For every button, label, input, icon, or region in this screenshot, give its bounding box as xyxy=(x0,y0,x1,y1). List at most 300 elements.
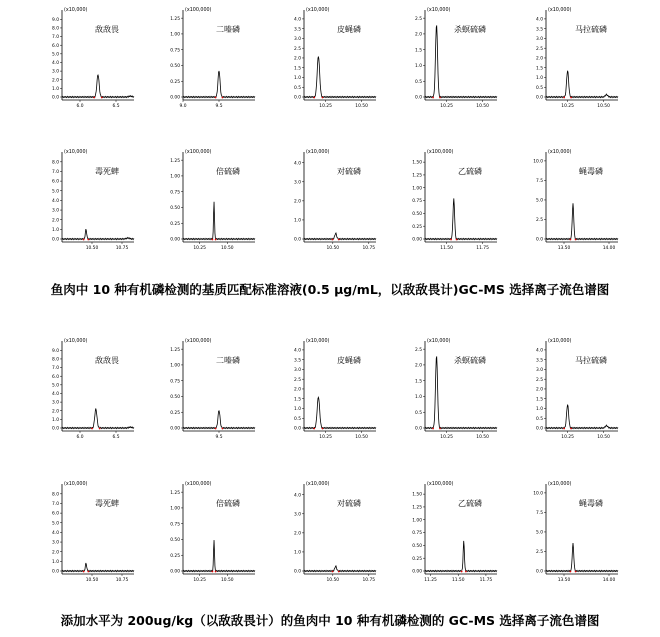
chromatogram-trace xyxy=(304,57,376,98)
y-tick-label: 0.50 xyxy=(170,206,180,212)
y-tick-label: 2.0 xyxy=(52,550,59,556)
x-tick-label: 11.50 xyxy=(451,578,465,583)
y-tick-label: 7.0 xyxy=(52,170,59,176)
x-tick-label: 10.25 xyxy=(561,435,574,440)
y-tick-label: 5.0 xyxy=(536,530,543,536)
x-tick-label: 10.50 xyxy=(326,246,340,251)
compound-label: 乙硫磷 xyxy=(458,167,482,176)
chromatogram-trace xyxy=(62,75,134,98)
x-tick-label: 10.50 xyxy=(221,246,234,251)
y-tick-label: 0.00 xyxy=(170,569,180,575)
y-tick-label: 1.0 xyxy=(415,395,422,401)
y-tick-label: 0.5 xyxy=(536,416,543,422)
y-tick-label: 8.0 xyxy=(52,160,59,166)
integration-mark xyxy=(570,571,572,573)
x-tick-label: 10.50 xyxy=(355,435,368,440)
chromatogram-panel xyxy=(415,338,497,440)
y-tick-label: 0.5 xyxy=(294,85,301,91)
integration-mark xyxy=(215,97,217,99)
integration-mark xyxy=(313,428,315,430)
y-tick-label: 1.00 xyxy=(170,32,180,38)
chromatogram-trace xyxy=(546,405,618,429)
y-tick-label: 0.50 xyxy=(170,395,180,401)
chromatogram-trace xyxy=(62,563,134,572)
integration-mark xyxy=(222,428,224,430)
y-tick-label: 0.50 xyxy=(412,211,422,217)
y-tick-label: 2.0 xyxy=(294,56,301,62)
y-tick-label: 0.00 xyxy=(412,237,422,243)
x-tick-label: 6.5 xyxy=(112,104,120,109)
y-tick-label: 3.5 xyxy=(536,27,543,33)
x-tick-label: 10.50 xyxy=(221,578,234,583)
chromatogram-panel xyxy=(52,338,134,440)
y-tick-label: 4.0 xyxy=(52,392,59,398)
chromatogram-trace xyxy=(62,229,134,240)
chromatogram-panel xyxy=(294,481,376,583)
compound-label: 毒死蜱 xyxy=(95,167,119,176)
y-multiplier-label: (x10,000) xyxy=(64,150,88,155)
integration-mark xyxy=(222,97,224,99)
y-tick-label: 3.0 xyxy=(52,208,59,214)
y-tick-label: 5.0 xyxy=(52,383,59,389)
y-tick-label: 4.0 xyxy=(294,493,301,499)
x-tick-label: 9.5 xyxy=(215,104,223,109)
compound-label: 皮蝇磷 xyxy=(337,356,361,365)
x-tick-label: 10.50 xyxy=(355,104,368,109)
chromatogram-panel xyxy=(412,149,497,251)
y-tick-label: 3.0 xyxy=(52,400,59,406)
y-tick-label: 2.0 xyxy=(52,409,59,415)
y-tick-label: 1.5 xyxy=(536,397,543,403)
integration-mark xyxy=(87,239,89,241)
y-tick-label: 1.0 xyxy=(415,64,422,70)
y-tick-label: 3.5 xyxy=(536,358,543,364)
chromatogram-panel xyxy=(170,149,255,251)
y-tick-label: 7.0 xyxy=(52,366,59,372)
y-tick-label: 0.25 xyxy=(170,410,180,416)
x-tick-label: 10.25 xyxy=(319,104,332,109)
chromatogram-panel xyxy=(533,481,618,583)
integration-mark xyxy=(575,239,577,241)
y-tick-label: 1.25 xyxy=(412,173,422,179)
y-tick-label: 4.0 xyxy=(294,17,301,23)
x-tick-label: 10.50 xyxy=(476,104,489,109)
integration-mark xyxy=(91,428,93,430)
chromatogram-panel xyxy=(533,149,618,251)
y-tick-label: 6.0 xyxy=(52,374,59,380)
compound-label: 二嗪磷 xyxy=(216,25,240,34)
y-tick-label: 1.25 xyxy=(412,505,422,511)
chromatogram-panel xyxy=(294,338,376,440)
y-tick-label: 2.5 xyxy=(536,377,543,383)
y-tick-label: 0.50 xyxy=(170,538,180,544)
y-tick-label: 1.00 xyxy=(170,174,180,180)
compound-label: 马拉硫磷 xyxy=(575,356,607,365)
compound-label: 对硫磷 xyxy=(337,167,361,176)
y-tick-label: 3.0 xyxy=(294,37,301,43)
y-tick-label: 5.0 xyxy=(52,521,59,527)
y-tick-label: 0.0 xyxy=(415,426,422,432)
y-tick-label: 2.0 xyxy=(415,363,422,369)
y-tick-label: 0.0 xyxy=(52,426,59,432)
y-tick-label: 0.0 xyxy=(536,95,543,101)
integration-mark xyxy=(575,571,577,573)
y-tick-label: 0.0 xyxy=(536,569,543,575)
y-tick-label: 3.5 xyxy=(294,27,301,33)
y-tick-label: 1.25 xyxy=(170,158,180,164)
integration-mark xyxy=(461,571,463,573)
y-tick-label: 1.0 xyxy=(52,417,59,423)
y-tick-label: 10.0 xyxy=(533,159,543,165)
chromatogram-trace xyxy=(62,408,134,428)
y-tick-label: 1.5 xyxy=(536,66,543,72)
chromatogram-trace xyxy=(304,397,376,428)
integration-mark xyxy=(456,239,458,241)
x-tick-label: 10.50 xyxy=(476,435,489,440)
compound-label: 二嗪磷 xyxy=(216,356,240,365)
y-tick-label: 1.0 xyxy=(294,76,301,82)
y-tick-label: 8.0 xyxy=(52,492,59,498)
x-tick-label: 10.75 xyxy=(115,246,129,251)
y-tick-label: 0.0 xyxy=(294,569,301,575)
x-tick-label: 10.75 xyxy=(362,246,376,251)
y-tick-label: 8.0 xyxy=(52,26,59,32)
chromatogram-panel xyxy=(294,149,376,251)
y-tick-label: 0.5 xyxy=(415,410,422,416)
y-tick-label: 3.0 xyxy=(52,69,59,75)
y-tick-label: 1.5 xyxy=(294,66,301,72)
x-tick-label: 13.50 xyxy=(557,578,571,583)
x-tick-label: 6.0 xyxy=(76,104,84,109)
compound-label: 倍硫磷 xyxy=(216,499,240,508)
chromatogram-trace xyxy=(546,71,618,98)
y-tick-label: 0.0 xyxy=(415,95,422,101)
x-tick-label: 11.50 xyxy=(440,246,453,251)
y-multiplier-label: (x10,000) xyxy=(548,8,572,13)
y-multiplier-label: (x10,000) xyxy=(427,8,451,13)
y-tick-label: 2.0 xyxy=(294,387,301,393)
chromatogram-trace xyxy=(183,202,255,240)
y-tick-label: 1.0 xyxy=(294,218,301,224)
y-tick-label: 3.5 xyxy=(294,358,301,364)
chromatogram-panel xyxy=(170,338,255,440)
integration-mark xyxy=(332,571,334,573)
compound-label: 杀螟硫磷 xyxy=(454,356,486,365)
y-multiplier-label: (x10,000) xyxy=(64,339,88,344)
chromatogram-trace xyxy=(425,356,497,428)
figure-caption-bottom: 添加水平为 200ug/kg（以敌敌畏计）的鱼肉中 10 种有机磷检测的 GC-MS 选择离子流色谱图 xyxy=(60,613,600,628)
compound-label: 皮蝇磷 xyxy=(337,25,361,34)
y-tick-label: 6.0 xyxy=(52,43,59,49)
y-tick-label: 2.5 xyxy=(294,46,301,52)
y-tick-label: 0.5 xyxy=(294,416,301,422)
y-multiplier-label: (x10,000) xyxy=(306,339,330,344)
x-tick-label: 10.75 xyxy=(362,578,376,583)
y-tick-label: 1.0 xyxy=(294,550,301,556)
integration-mark xyxy=(313,97,315,99)
chromatogram-trace xyxy=(304,233,376,240)
y-tick-label: 2.0 xyxy=(415,32,422,38)
figure-caption-top: 鱼肉中 10 种有机磷检测的基质匹配标准溶液(0.5 μg/mL，以敌敌畏计)GC-MS 选择离子流色谱图 xyxy=(50,282,610,297)
integration-mark xyxy=(101,97,103,99)
y-tick-label: 5.0 xyxy=(536,198,543,204)
y-tick-label: 1.50 xyxy=(412,160,422,166)
integration-mark xyxy=(338,239,340,241)
y-tick-label: 5.0 xyxy=(52,52,59,58)
y-multiplier-label: (x10,000) xyxy=(64,8,88,13)
x-tick-label: 9.5 xyxy=(215,435,223,440)
y-tick-label: 1.0 xyxy=(536,76,543,82)
y-tick-label: 1.5 xyxy=(415,379,422,385)
y-tick-label: 7.5 xyxy=(536,511,543,517)
y-tick-label: 1.0 xyxy=(52,559,59,565)
y-tick-label: 4.0 xyxy=(294,161,301,167)
compound-label: 毒死蜱 xyxy=(95,499,119,508)
y-tick-label: 9.0 xyxy=(52,17,59,23)
integration-mark xyxy=(212,239,214,241)
y-tick-label: 4.0 xyxy=(536,348,543,354)
x-tick-label: 10.50 xyxy=(326,578,340,583)
y-tick-label: 1.0 xyxy=(536,407,543,413)
y-tick-label: 0.75 xyxy=(170,48,180,54)
y-tick-label: 0.0 xyxy=(536,237,543,243)
chromatogram-trace xyxy=(425,198,497,239)
x-tick-label: 10.25 xyxy=(440,435,453,440)
y-tick-label: 2.5 xyxy=(536,218,543,224)
y-multiplier-label: (x100,000) xyxy=(185,150,212,155)
y-tick-label: 1.25 xyxy=(170,347,180,353)
y-tick-label: 6.0 xyxy=(52,511,59,517)
x-tick-label: 14.00 xyxy=(602,578,616,583)
x-tick-label: 11.75 xyxy=(476,246,489,251)
y-tick-label: 5.0 xyxy=(52,189,59,195)
y-tick-label: 3.0 xyxy=(52,540,59,546)
integration-mark xyxy=(450,239,452,241)
y-tick-label: 0.00 xyxy=(170,237,180,243)
y-tick-label: 1.25 xyxy=(170,490,180,496)
x-tick-label: 14.00 xyxy=(602,246,616,251)
y-tick-label: 2.5 xyxy=(415,16,422,22)
y-multiplier-label: (x10,000) xyxy=(548,150,572,155)
chromatogram-panel xyxy=(536,338,618,440)
x-tick-label: 10.25 xyxy=(319,435,332,440)
compound-label: 敌敌畏 xyxy=(95,356,119,365)
integration-mark xyxy=(212,571,214,573)
y-tick-label: 0.25 xyxy=(412,224,422,230)
chromatogram-panel xyxy=(170,7,255,109)
y-multiplier-label: (x100,000) xyxy=(185,482,212,487)
integration-mark xyxy=(570,428,572,430)
x-tick-label: 13.50 xyxy=(557,246,571,251)
y-tick-label: 4.0 xyxy=(536,17,543,23)
x-tick-label: 6.5 xyxy=(112,435,120,440)
integration-mark xyxy=(432,97,434,99)
y-tick-label: 10.0 xyxy=(533,491,543,497)
chromatogram-trace xyxy=(183,71,255,98)
y-tick-label: 1.00 xyxy=(170,506,180,512)
y-tick-label: 2.0 xyxy=(52,78,59,84)
integration-mark xyxy=(332,239,334,241)
chromatogram-panel xyxy=(52,7,134,109)
y-multiplier-label: (x10,000) xyxy=(64,482,88,487)
compound-label: 乙硫磷 xyxy=(458,499,482,508)
y-tick-label: 4.0 xyxy=(294,348,301,354)
integration-mark xyxy=(570,97,572,99)
compound-label: 蝇毒磷 xyxy=(579,167,603,176)
compound-label: 对硫磷 xyxy=(337,499,361,508)
y-tick-label: 0.50 xyxy=(170,64,180,70)
y-tick-label: 7.5 xyxy=(536,179,543,185)
y-tick-label: 2.5 xyxy=(415,347,422,353)
y-tick-label: 8.0 xyxy=(52,357,59,363)
integration-mark xyxy=(83,239,85,241)
chromatogram-trace xyxy=(183,540,255,572)
chromatogram-trace xyxy=(546,203,618,239)
y-tick-label: 6.0 xyxy=(52,179,59,185)
y-tick-label: 1.0 xyxy=(52,86,59,92)
x-tick-label: 9.0 xyxy=(179,104,187,109)
chromatogram-trace xyxy=(183,411,255,429)
x-tick-label: 11.75 xyxy=(479,578,493,583)
chromatogram-panel xyxy=(536,7,618,109)
y-tick-label: 9.0 xyxy=(52,348,59,354)
y-tick-label: 0.25 xyxy=(412,556,422,562)
y-tick-label: 2.0 xyxy=(294,531,301,537)
y-tick-label: 0.00 xyxy=(170,95,180,101)
y-tick-label: 3.0 xyxy=(294,180,301,186)
y-tick-label: 2.0 xyxy=(294,199,301,205)
y-multiplier-label: (x100,000) xyxy=(185,8,212,13)
integration-mark xyxy=(83,571,85,573)
integration-mark xyxy=(215,428,217,430)
chromatogram-panel xyxy=(415,7,497,109)
y-tick-label: 1.50 xyxy=(412,492,422,498)
chromatogram-trace xyxy=(425,541,497,572)
integration-mark xyxy=(563,97,565,99)
integration-mark xyxy=(465,571,467,573)
y-tick-label: 4.0 xyxy=(52,531,59,537)
y-tick-label: 0.25 xyxy=(170,553,180,559)
y-tick-label: 0.0 xyxy=(52,95,59,101)
integration-mark xyxy=(563,428,565,430)
chromatogram-panel xyxy=(294,7,376,109)
y-tick-label: 0.0 xyxy=(52,237,59,243)
y-tick-label: 0.0 xyxy=(294,95,301,101)
y-multiplier-label: (x100,000) xyxy=(427,150,454,155)
y-tick-label: 0.0 xyxy=(294,426,301,432)
x-tick-label: 10.50 xyxy=(597,435,610,440)
integration-mark xyxy=(215,239,217,241)
integration-mark xyxy=(215,571,217,573)
x-tick-label: 10.25 xyxy=(561,104,574,109)
y-tick-label: 0.75 xyxy=(412,199,422,205)
y-multiplier-label: (x10,000) xyxy=(306,482,330,487)
y-tick-label: 1.0 xyxy=(52,227,59,233)
y-tick-label: 0.0 xyxy=(52,569,59,575)
y-tick-label: 2.0 xyxy=(536,56,543,62)
compound-label: 蝇毒磷 xyxy=(579,499,603,508)
y-tick-label: 0.5 xyxy=(415,79,422,85)
integration-mark xyxy=(338,571,340,573)
x-tick-label: 10.25 xyxy=(193,246,206,251)
y-tick-label: 3.0 xyxy=(294,368,301,374)
chromatogram-panel xyxy=(412,481,497,583)
integration-mark xyxy=(432,428,434,430)
y-tick-label: 0.0 xyxy=(294,237,301,243)
x-tick-label: 11.25 xyxy=(424,578,437,583)
integration-mark xyxy=(439,97,441,99)
chromatogram-trace xyxy=(425,25,497,97)
y-tick-label: 1.00 xyxy=(170,363,180,369)
y-multiplier-label: (x10,000) xyxy=(306,150,330,155)
y-tick-label: 0.75 xyxy=(170,379,180,385)
y-tick-label: 2.0 xyxy=(52,218,59,224)
y-tick-label: 0.00 xyxy=(170,426,180,432)
y-tick-label: 2.5 xyxy=(536,550,543,556)
y-tick-label: 0.25 xyxy=(170,221,180,227)
y-tick-label: 4.0 xyxy=(52,199,59,205)
compound-label: 倍硫磷 xyxy=(216,167,240,176)
y-tick-label: 1.00 xyxy=(412,518,422,524)
integration-mark xyxy=(93,97,95,99)
y-tick-label: 1.0 xyxy=(294,407,301,413)
y-tick-label: 2.5 xyxy=(536,46,543,52)
y-tick-label: 1.5 xyxy=(415,48,422,54)
x-tick-label: 10.50 xyxy=(85,578,99,583)
y-multiplier-label: (x100,000) xyxy=(185,339,212,344)
y-tick-label: 2.5 xyxy=(294,377,301,383)
y-tick-label: 0.25 xyxy=(170,79,180,85)
y-tick-label: 4.0 xyxy=(52,61,59,67)
y-tick-label: 0.75 xyxy=(170,522,180,528)
chromatogram-trace xyxy=(546,543,618,572)
chromatogram-panel xyxy=(52,149,134,251)
compound-label: 敌敌畏 xyxy=(95,25,119,34)
integration-mark xyxy=(439,428,441,430)
y-multiplier-label: (x10,000) xyxy=(548,339,572,344)
y-tick-label: 0.50 xyxy=(412,543,422,549)
y-tick-label: 1.00 xyxy=(412,186,422,192)
y-tick-label: 3.0 xyxy=(536,368,543,374)
compound-label: 马拉硫磷 xyxy=(575,25,607,34)
y-tick-label: 0.75 xyxy=(170,190,180,196)
y-tick-label: 7.0 xyxy=(52,35,59,41)
y-multiplier-label: (x10,000) xyxy=(427,339,451,344)
x-tick-label: 10.50 xyxy=(85,246,99,251)
compound-label: 杀螟硫磷 xyxy=(454,25,486,34)
x-tick-label: 10.25 xyxy=(440,104,453,109)
y-tick-label: 3.0 xyxy=(294,512,301,518)
y-tick-label: 3.0 xyxy=(536,37,543,43)
y-tick-label: 7.0 xyxy=(52,502,59,508)
y-tick-label: 0.0 xyxy=(536,426,543,432)
x-tick-label: 6.0 xyxy=(76,435,84,440)
x-tick-label: 10.75 xyxy=(115,578,129,583)
integration-mark xyxy=(99,428,101,430)
integration-mark xyxy=(322,97,324,99)
x-tick-label: 10.25 xyxy=(193,578,206,583)
integration-mark xyxy=(87,571,89,573)
y-tick-label: 0.5 xyxy=(536,85,543,91)
chromatogram-trace xyxy=(304,566,376,572)
y-tick-label: 0.00 xyxy=(412,569,422,575)
y-multiplier-label: (x100,000) xyxy=(427,482,454,487)
x-tick-label: 10.50 xyxy=(597,104,610,109)
integration-mark xyxy=(570,239,572,241)
y-tick-label: 1.25 xyxy=(170,16,180,22)
y-tick-label: 0.75 xyxy=(412,531,422,537)
y-tick-label: 2.0 xyxy=(536,387,543,393)
